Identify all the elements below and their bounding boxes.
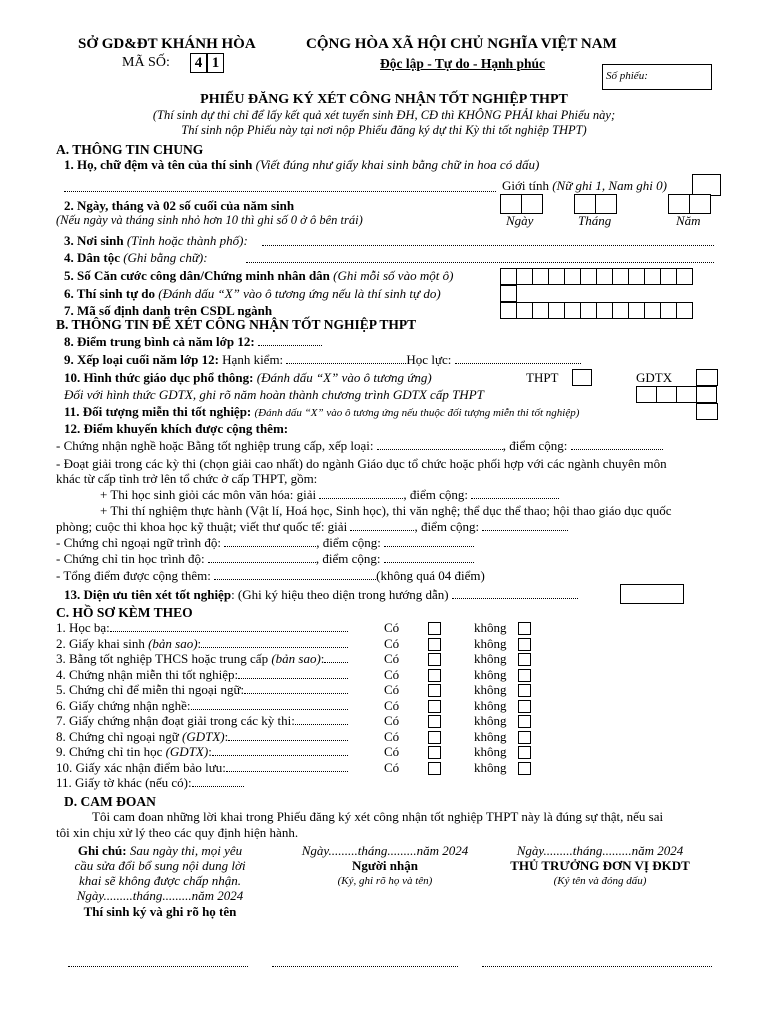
citizen-id-digit-5[interactable] — [564, 268, 581, 285]
head-signature-line[interactable] — [482, 966, 712, 967]
document-no-label: không — [474, 744, 507, 759]
year-label: Năm — [676, 213, 701, 228]
ticket-number-box[interactable] — [602, 64, 712, 90]
document-label: 4. Chứng nhận miễn thi tốt nghiệp: — [56, 666, 239, 682]
gifted-label: + Thi học sinh giỏi các môn văn hóa: giải — [100, 487, 317, 502]
gdtx-year-digit-3[interactable] — [676, 386, 697, 403]
priority-field[interactable] — [452, 588, 578, 599]
vocational-rank-field[interactable] — [377, 439, 503, 450]
document-label: 9. Chứng chỉ tin học — [56, 744, 166, 759]
document-note: (bản sao) — [271, 651, 321, 666]
vocational-bonus-label: , điểm cộng: — [502, 438, 568, 453]
document-yes-label: Có — [384, 682, 400, 697]
commitment-line-2: tôi xin chịu xử lý theo các quy định hiện hành. — [56, 825, 299, 840]
document-label: 1. Học bạ: — [56, 620, 110, 635]
document-row — [56, 745, 348, 760]
day-box-2[interactable] — [521, 194, 543, 214]
document-dotted-line[interactable] — [191, 699, 349, 710]
award-line-1: - Đoạt giải trong các kỳ thi (chọn giải cao nhất) do ngành Giáo dục tổ chức hoặc phối hợp với các ngành chuyên môn — [56, 456, 667, 471]
document-dotted-line[interactable] — [110, 621, 348, 632]
gdtx-year-digit-1[interactable] — [636, 386, 657, 403]
ethnicity-field[interactable] — [246, 254, 714, 263]
head-date: Ngày.........tháng.........năm 2024 — [516, 843, 684, 858]
language-cert-label: - Chứng chỉ ngoại ngữ trình độ: — [56, 535, 222, 550]
identifier-digit-11[interactable] — [660, 302, 677, 319]
note-label: Ghi chú: — [77, 843, 127, 858]
q1-note: (Viết đúng như giấy khai sinh bằng chữ in hoa có dấu) — [255, 157, 540, 172]
it-cert-field[interactable] — [208, 552, 316, 563]
q3-note: (Tỉnh hoặc thành phố): — [126, 233, 248, 248]
receiver-note: (Ký, ghi rõ họ và tên) — [337, 875, 433, 887]
language-bonus-label: , điểm cộng: — [316, 535, 381, 550]
q10-line2: Đối với hình thức GDTX, ghi rõ năm hoàn thành chương trình GDTX cấp THPT — [64, 387, 484, 402]
document-yes-label: Có — [384, 759, 400, 775]
study-field[interactable] — [455, 353, 581, 364]
birthplace-field[interactable] — [262, 237, 714, 246]
q11-label: 11. Đối tượng miễn thi tốt nghiệp: — [64, 404, 252, 419]
document-colon: : — [224, 728, 229, 744]
vocational-label: - Chứng nhận nghề hoặc Bằng tốt nghiệp trung cấp, xếp loại: — [56, 438, 374, 453]
it-cert-label: - Chứng chỉ tin học trình độ: — [56, 551, 205, 566]
document-no-label: không — [474, 682, 507, 697]
document-colon: : — [197, 635, 202, 651]
document-no-label: không — [474, 666, 507, 682]
total-bonus-note: (không quá 04 điểm) — [376, 568, 485, 583]
section-a-title: A. THÔNG TIN CHUNG — [56, 142, 204, 157]
gpa-field[interactable] — [258, 335, 322, 346]
document-no-checkbox[interactable] — [518, 715, 531, 728]
document-note: (bản sao) — [148, 635, 198, 651]
document-colon: : — [320, 651, 325, 666]
day-box-1[interactable] — [500, 194, 522, 214]
identifier-digit-6[interactable] — [580, 302, 597, 319]
document-yes-label: Có — [384, 666, 400, 682]
q6-label: 6. Thí sinh tự do — [64, 286, 156, 301]
thpt-label: THPT — [526, 370, 559, 385]
month-box-2[interactable] — [595, 194, 617, 214]
month-box-1[interactable] — [574, 194, 596, 214]
total-bonus-field[interactable] — [214, 569, 376, 580]
document-no-checkbox[interactable] — [518, 638, 531, 651]
conduct-field[interactable] — [286, 353, 406, 364]
note-line-1: Sau ngày thi, mọi yêu — [129, 843, 243, 858]
motto: Độc lập - Tự do - Hạnh phúc — [380, 56, 546, 71]
head-note: (Ký tên và đóng dấu) — [553, 875, 647, 887]
study-label: Học lực: — [406, 352, 452, 367]
document-yes-label: Có — [384, 728, 400, 744]
year-box-2[interactable] — [689, 194, 711, 214]
gdtx-year-digit-2[interactable] — [656, 386, 677, 403]
document-row — [56, 652, 348, 667]
citizen-id-digit-7[interactable] — [596, 268, 613, 285]
citizen-id-digit-1[interactable] — [500, 268, 517, 285]
year-box-1[interactable] — [668, 194, 690, 214]
note-line-3: khai sẽ không được chấp nhận. — [78, 873, 242, 888]
document-row — [56, 668, 348, 683]
language-bonus-field[interactable] — [384, 536, 474, 547]
code-label: MÃ SỐ: — [122, 55, 170, 70]
citizen-id-digit-6[interactable] — [580, 268, 597, 285]
month-label: Tháng — [578, 213, 612, 228]
identifier-digit-1[interactable] — [500, 302, 517, 319]
q8-label: 8. Điểm trung bình cả năm lớp 12: — [64, 334, 255, 349]
q13-note: : (Ghi ký hiệu theo diện trong hướng dẫn) — [231, 587, 449, 602]
exempt-box[interactable] — [696, 403, 718, 420]
document-yes-checkbox[interactable] — [428, 669, 441, 682]
q5-label: 5. Số Căn cước công dân/Chứng minh nhân dân — [64, 268, 330, 283]
document-row — [56, 683, 348, 698]
q4-label: 4. Dân tộc — [64, 250, 120, 265]
document-no-checkbox[interactable] — [518, 669, 531, 682]
document-dotted-line[interactable] — [201, 637, 348, 648]
candidate-signature-line[interactable] — [68, 966, 248, 967]
citizen-id-digit-12[interactable] — [676, 268, 693, 285]
identifier-digit-5[interactable] — [564, 302, 581, 319]
q1-label: 1. Họ, chữ đệm và tên của thí sinh — [64, 157, 253, 172]
document-row — [56, 714, 348, 729]
document-label: 10. Giấy xác nhận điểm bảo lưu: — [56, 759, 226, 775]
section-b-title: B. THÔNG TIN ĐỂ XÉT CÔNG NHẬN TỐT NGHIỆP THPT — [56, 317, 417, 332]
q10-note: (Đánh dấu “X” vào ô tương ứng) — [256, 370, 432, 385]
gifted-bonus-label: , điểm cộng: — [403, 487, 469, 502]
document-label: 8. Chứng chỉ ngoại ngữ — [56, 728, 183, 744]
practice-bonus-field[interactable] — [482, 520, 568, 531]
identifier-digit-10[interactable] — [644, 302, 661, 319]
document-row — [56, 761, 348, 776]
q5-note: (Ghi mỗi số vào một ô) — [333, 268, 454, 283]
candidate-signature-label: Thí sinh ký và ghi rõ họ tên — [83, 904, 237, 919]
document-no-checkbox[interactable] — [518, 684, 531, 697]
document-dotted-line[interactable] — [295, 714, 348, 725]
it-bonus-field[interactable] — [384, 552, 474, 563]
document-yes-checkbox[interactable] — [428, 700, 441, 713]
document-label: 6. Giấy chứng nhận nghề: — [56, 697, 191, 713]
gdtx-label: GDTX — [636, 370, 673, 385]
document-no-label: không — [474, 651, 507, 666]
document-no-label: không — [474, 713, 507, 728]
fullname-field[interactable] — [64, 180, 496, 192]
document-dotted-line[interactable] — [226, 761, 348, 772]
gender-box[interactable] — [692, 174, 721, 196]
document-yes-label: Có — [384, 635, 400, 651]
head-label: THỦ TRƯỞNG ĐƠN VỊ ĐKDT — [510, 858, 690, 873]
document-yes-checkbox[interactable] — [428, 731, 441, 744]
document-no-label: không — [474, 728, 507, 744]
document-yes-label: Có — [384, 697, 400, 713]
language-cert-field[interactable] — [224, 536, 316, 547]
document-dotted-line[interactable] — [192, 776, 244, 787]
q9-label: 9. Xếp loại cuối năm lớp 12: — [64, 352, 219, 367]
conduct-label: Hạnh kiểm: — [222, 352, 284, 367]
citizen-id-digit-9[interactable] — [628, 268, 645, 285]
agency-name: SỞ GD&ĐT KHÁNH HÒA — [78, 36, 256, 52]
document-yes-checkbox[interactable] — [428, 638, 441, 651]
document-yes-label: Có — [384, 713, 400, 728]
ticket-label: Số phiếu: — [606, 70, 648, 82]
identifier-digit-7[interactable] — [596, 302, 613, 319]
document-no-label: không — [474, 697, 507, 713]
code-digit-1: 4 — [190, 53, 207, 73]
citizen-id-digit-8[interactable] — [612, 268, 629, 285]
document-row — [56, 621, 348, 636]
q6-note: (Đánh dấu “X” vào ô tương ứng nếu là thí sinh tự do) — [158, 286, 441, 301]
document-yes-checkbox[interactable] — [428, 762, 441, 775]
document-note: (GDTX) — [165, 744, 209, 759]
identifier-digit-12[interactable] — [676, 302, 693, 319]
gifted-bonus-field[interactable] — [471, 488, 559, 499]
citizen-id-digit-2[interactable] — [516, 268, 533, 285]
code-digit-2: 1 — [207, 53, 224, 73]
document-dotted-line[interactable] — [212, 745, 348, 756]
document-yes-checkbox[interactable] — [428, 715, 441, 728]
identifier-digit-4[interactable] — [548, 302, 565, 319]
document-yes-checkbox[interactable] — [428, 622, 441, 635]
document-label: 3. Bằng tốt nghiệp THCS hoặc trung cấp — [56, 651, 272, 666]
document-dotted-line[interactable] — [324, 652, 348, 663]
free-candidate-box[interactable] — [500, 285, 517, 302]
it-bonus-label: , điểm cộng: — [315, 551, 381, 566]
form-subtitle-1: (Thí sinh dự thi chỉ để lấy kết quả xét tuyển sinh ĐH, CĐ thì KHÔNG PHẢI khai Phiếu này; — [152, 108, 616, 122]
document-colon: : — [208, 744, 212, 759]
thpt-box[interactable] — [572, 369, 592, 386]
document-note: (GDTX) — [182, 728, 225, 744]
section-c-title: C. HỒ SƠ KÈM THEO — [56, 605, 193, 620]
document-yes-label: Có — [384, 620, 400, 635]
day-label: Ngày — [506, 213, 534, 228]
citizen-id-digit-3[interactable] — [532, 268, 549, 285]
q4-note: (Ghi bằng chữ): — [123, 250, 208, 265]
candidate-date: Ngày.........tháng.........năm 2024 — [76, 888, 244, 903]
form-title: PHIẾU ĐĂNG KÝ XÉT CÔNG NHẬN TỐT NGHIỆP THPT — [200, 92, 568, 107]
document-dotted-line[interactable] — [244, 683, 348, 694]
document-row — [56, 637, 348, 652]
form-subtitle-2: Thí sinh nộp Phiếu này tại nơi nộp Phiếu đăng ký dự thi Kỳ thi tốt nghiệp THPT) — [181, 123, 587, 137]
q13-label: 13. Diện ưu tiên xét tốt nghiệp — [64, 587, 232, 602]
citizen-id-digit-11[interactable] — [660, 268, 677, 285]
vocational-bonus-field[interactable] — [571, 439, 663, 450]
document-yes-checkbox[interactable] — [428, 746, 441, 759]
document-no-checkbox[interactable] — [518, 746, 531, 759]
section-d-title: D. CAM ĐOAN — [64, 794, 156, 809]
document-dotted-line[interactable] — [238, 668, 348, 679]
receiver-date: Ngày.........tháng.........năm 2024 — [301, 843, 469, 858]
document-no-checkbox[interactable] — [518, 653, 531, 666]
nation-name: CỘNG HÒA XÃ HỘI CHỦ NGHĨA VIỆT NAM — [306, 36, 617, 52]
document-no-checkbox[interactable] — [518, 731, 531, 744]
document-label: 5. Chứng chỉ để miễn thi ngoại ngữ: — [56, 682, 245, 697]
document-row — [56, 730, 348, 745]
gender-label: Giới tính — [502, 178, 549, 193]
commitment-line-1: Tôi cam đoan những lời khai trong Phiếu đăng ký xét công nhận tốt nghiệp THPT này là đúng sự thật, nếu sai — [92, 809, 664, 824]
note-line-2: cầu sửa đổi bổ sung nội dung lời — [74, 858, 246, 873]
receiver-signature-line[interactable] — [272, 966, 458, 967]
identifier-digit-9[interactable] — [628, 302, 645, 319]
document-label: 7. Giấy chứng nhận đoạt giải trong các kỳ thi: — [56, 713, 295, 728]
q2-label: 2. Ngày, tháng và 02 số cuối của năm sinh — [64, 198, 295, 213]
document-no-checkbox[interactable] — [518, 622, 531, 635]
document-no-checkbox[interactable] — [518, 762, 531, 775]
citizen-id-digit-4[interactable] — [548, 268, 565, 285]
receiver-label: Người nhận — [352, 858, 418, 873]
document-yes-checkbox[interactable] — [428, 684, 441, 697]
total-bonus-label: - Tổng điểm được cộng thêm: — [56, 568, 211, 583]
identifier-digit-8[interactable] — [612, 302, 629, 319]
q12-label: 12. Điểm khuyến khích được cộng thêm: — [64, 421, 289, 436]
gender-note: (Nữ ghi 1, Nam ghi 0) — [552, 178, 667, 193]
citizen-id-digit-10[interactable] — [644, 268, 661, 285]
document-no-label: không — [474, 635, 507, 651]
practice-line-1: + Thi thí nghiệm thực hành (Vật lí, Hoá học, Sinh học), thi văn nghệ; thể dục thể thao; hội thao giáo dục quốc — [100, 503, 672, 518]
document-dotted-line[interactable] — [228, 730, 348, 741]
document-label: 11. Giấy tờ khác (nếu có): — [56, 775, 192, 790]
award-line-2: khác từ cấp tỉnh trở lên tổ chức ở cấp THPT, gồm: — [56, 471, 318, 486]
gdtx-box[interactable] — [696, 369, 718, 386]
q7-label: 7. Mã số định danh trên CSDL ngành — [64, 303, 273, 318]
q2-note: (Nếu ngày và tháng sinh nhỏ hơn 10 thì ghi số 0 ở ô bên trái) — [56, 213, 363, 227]
document-yes-label: Có — [384, 744, 400, 759]
practice-bonus-label: , điểm cộng: — [414, 519, 480, 534]
document-no-checkbox[interactable] — [518, 700, 531, 713]
q11-note: (Đánh dấu “X” vào ô tương ứng nếu thuộc đối tượng miễn thi tốt nghiệp) — [254, 407, 580, 419]
identifier-digit-3[interactable] — [532, 302, 549, 319]
document-yes-checkbox[interactable] — [428, 653, 441, 666]
document-yes-label: Có — [384, 651, 400, 666]
document-label: 2. Giấy khai sinh — [56, 635, 149, 651]
identifier-digit-2[interactable] — [516, 302, 533, 319]
practice-line-2: phòng; cuộc thi khoa học kỹ thuật; viết thư quốc tế: giải — [56, 519, 348, 534]
document-no-label: không — [474, 620, 507, 635]
document-no-label: không — [474, 759, 507, 775]
document-row — [56, 699, 348, 714]
priority-box[interactable] — [620, 584, 684, 604]
gdtx-year-digit-4[interactable] — [696, 386, 717, 403]
q3-label: 3. Nơi sinh — [64, 233, 124, 248]
q10-label: 10. Hình thức giáo dục phổ thông: — [64, 370, 254, 385]
document-row — [56, 776, 244, 791]
gifted-award-field[interactable] — [319, 488, 403, 499]
practice-award-field[interactable] — [350, 520, 414, 531]
